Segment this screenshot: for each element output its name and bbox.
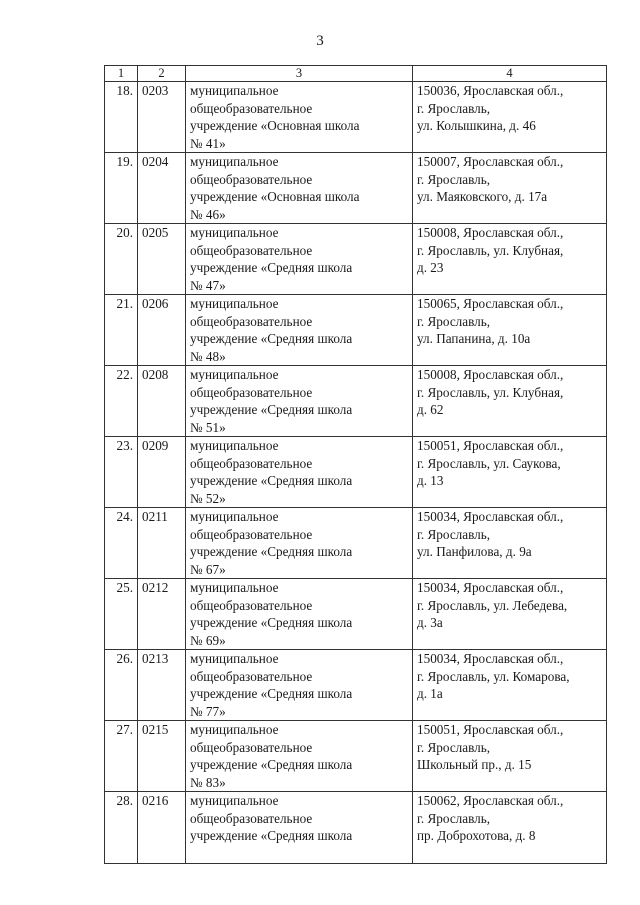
institution-name: муниципальное общеобразовательное учреждение «Средняя школа № 48» [186, 295, 413, 366]
institution-address: 150034, Ярославская обл., г. Ярославль, ул. Панфилова, д. 9а [413, 508, 607, 579]
institution-code: 0208 [138, 366, 186, 437]
institution-name: муниципальное общеобразовательное учреждение «Средняя школа [186, 792, 413, 864]
table-row [105, 579, 607, 650]
institution-code: 0213 [138, 650, 186, 721]
row-number: 26. [105, 650, 138, 721]
institution-code: 0212 [138, 579, 186, 650]
header-row [105, 66, 607, 82]
column-header-2: 2 [138, 66, 186, 82]
table-row [105, 82, 607, 153]
institution-code: 0205 [138, 224, 186, 295]
institution-address: 150062, Ярославская обл., г. Ярославль, пр. Доброхотова, д. 8 [413, 792, 607, 864]
institution-code: 0204 [138, 153, 186, 224]
institution-name: муниципальное общеобразовательное учреждение «Средняя школа № 83» [186, 721, 413, 792]
institution-address: 150065, Ярославская обл., г. Ярославль, ул. Папанина, д. 10а [413, 295, 607, 366]
table-row [105, 721, 607, 792]
row-number: 23. [105, 437, 138, 508]
institution-address: 150008, Ярославская обл., г. Ярославль, ул. Клубная, д. 23 [413, 224, 607, 295]
institution-code: 0203 [138, 82, 186, 153]
page-number: 3 [316, 33, 324, 49]
institution-name: муниципальное общеобразовательное учреждение «Основная школа № 41» [186, 82, 413, 153]
row-number: 18. [105, 82, 138, 153]
institution-name: муниципальное общеобразовательное учреждение «Средняя школа № 69» [186, 579, 413, 650]
institution-code: 0215 [138, 721, 186, 792]
institution-address: 150008, Ярославская обл., г. Ярославль, ул. Клубная, д. 62 [413, 366, 607, 437]
table-row [105, 437, 607, 508]
institution-name: муниципальное общеобразовательное учреждение «Средняя школа № 51» [186, 366, 413, 437]
row-number: 21. [105, 295, 138, 366]
table-row [105, 153, 607, 224]
institution-name: муниципальное общеобразовательное учреждение «Средняя школа № 52» [186, 437, 413, 508]
institution-name: муниципальное общеобразовательное учреждение «Основная школа № 46» [186, 153, 413, 224]
table-row [105, 792, 607, 864]
institution-code: 0216 [138, 792, 186, 864]
row-number: 25. [105, 579, 138, 650]
row-number: 22. [105, 366, 138, 437]
institution-code: 0206 [138, 295, 186, 366]
table-row [105, 366, 607, 437]
column-header-4: 4 [413, 66, 607, 82]
column-header-3: 3 [186, 66, 413, 82]
institution-name: муниципальное общеобразовательное учреждение «Средняя школа № 77» [186, 650, 413, 721]
row-number: 28. [105, 792, 138, 864]
table-row [105, 295, 607, 366]
institution-address: 150051, Ярославская обл., г. Ярославль, Школьный пр., д. 15 [413, 721, 607, 792]
institution-address: 150034, Ярославская обл., г. Ярославль, ул. Комарова, д. 1а [413, 650, 607, 721]
row-number: 27. [105, 721, 138, 792]
school-registry-table [104, 65, 607, 864]
institution-name: муниципальное общеобразовательное учреждение «Средняя школа № 47» [186, 224, 413, 295]
row-number: 20. [105, 224, 138, 295]
table-row [105, 224, 607, 295]
institution-address: 150034, Ярославская обл., г. Ярославль, ул. Лебедева, д. 3а [413, 579, 607, 650]
institution-address: 150051, Ярославская обл., г. Ярославль, ул. Саукова, д. 13 [413, 437, 607, 508]
row-number: 19. [105, 153, 138, 224]
institution-address: 150036, Ярославская обл., г. Ярославль, ул. Колышкина, д. 46 [413, 82, 607, 153]
table-row [105, 650, 607, 721]
institution-address: 150007, Ярославская обл., г. Ярославль, ул. Маяковского, д. 17а [413, 153, 607, 224]
institution-code: 0209 [138, 437, 186, 508]
row-number: 24. [105, 508, 138, 579]
institution-code: 0211 [138, 508, 186, 579]
table-body [105, 82, 607, 864]
institution-name: муниципальное общеобразовательное учреждение «Средняя школа № 67» [186, 508, 413, 579]
column-header-1: 1 [105, 66, 138, 82]
table-row [105, 508, 607, 579]
table-header [105, 66, 607, 82]
